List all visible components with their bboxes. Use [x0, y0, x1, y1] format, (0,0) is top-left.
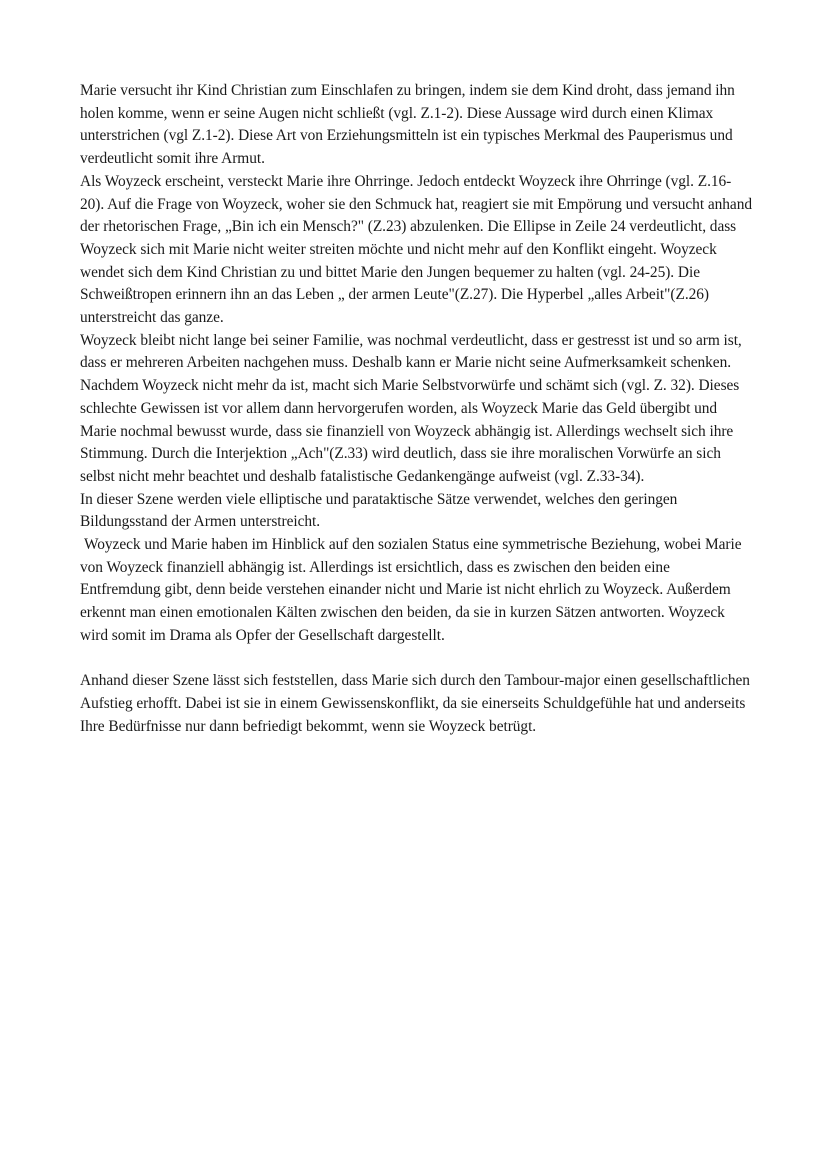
paragraph-earrings: Als Woyzeck erscheint, versteckt Marie ihre Ohrringe. Jedoch entdeckt Woyzeck ihre Ohrringe (vgl. Z.16-20). Auf die Frage von Woyzeck, woher sie den Schmuck hat, reagiert sie mit Empörung und versucht anhand der rhetorischen Frage, „Bin ich ein Mensch?" (Z.23) abzulenken. Die Ellipse in Zeile 24 verdeutlicht, dass Woyzeck sich mit Marie nicht weiter streiten möchte und nicht mehr auf den Konflikt eingeht. Woyzeck wendet sich dem Kind Christian zu und bittet Marie den Jungen bequemer zu halten (vgl. 24-25). Die Schweißtropen erinnern ihn an das Leben „ der armen Leute"(Z.27). Die Hyperbel „alles Arbeit"(Z.26) unterstreicht das ganze. [80, 172, 752, 327]
paragraph-family: Woyzeck bleibt nicht lange bei seiner Familie, was nochmal verdeutlicht, dass er gestresst ist und so arm ist, dass er mehreren Arbeiten nachgehen muss. Deshalb kann er Marie nicht seine Aufmerksamkeit schenken. Nachdem Woyzeck nicht mehr da ist, macht sich Marie Selbstvorwürfe und schämt sich (vgl. Z. 32). Dieses schlechte Gewissen ist vor allem dann hervorgerufen worden, als Woyzeck Marie das Geld übergibt und Marie nochmal bewusst wurde, dass sie finanziell von Woyzeck abhängig ist. Allerdings wechselt sich ihre Stimmung. Durch die Interjektion „Ach"(Z.33) wird deutlich, dass sie ihre moralischen Vorwürfe an sich selbst nicht mehr beachtet und deshalb fatalistische Gedankengänge aufweist (vgl. Z.33-34). [80, 331, 742, 485]
paragraph-relationship: Woyzeck und Marie haben im Hinblick auf den sozialen Status eine symmetrische Beziehung, wobei Marie von Woyzeck finanziell abhängig ist. Allerdings ist ersichtlich, dass es zwischen den beiden eine Entfremdung gibt, denn beide verstehen einander nicht und Marie ist nicht ehrlich zu Woyzeck. Außerdem erkennt man einen emotionalen Kälten zwischen den beiden, da sie in kurzen Sätzen antworten. Woyzeck wird somit im Drama als Opfer der Gesellschaft dargestellt. [80, 536, 742, 644]
document-body [80, 80, 752, 738]
paragraph-spacer [80, 648, 752, 671]
paragraph-sentences: In dieser Szene werden viele elliptische und parataktische Sätze verwendet, welches den geringen Bildungsstand der Armen unterstreicht. [80, 490, 678, 531]
paragraph-conclusion: Anhand dieser Szene lässt sich feststellen, dass Marie sich durch den Tambour-major einen gesellschaftlichen Aufstieg erhofft. Dabei ist sie in einem Gewissenskonflikt, da sie einerseits Schuldgefühle hat und anderseits Ihre Bedürfnisse nur dann befriedigt bekommt, wenn sie Woyzeck betrügt. [80, 672, 750, 735]
paragraph-intro: Marie versucht ihr Kind Christian zum Einschlafen zu bringen, indem sie dem Kind droht, dass jemand ihn holen komme, wenn er seine Augen nicht schließt (vgl. Z.1-2). Diese Aussage wird durch einen Klimax unterstrichen (vgl Z.1-2). Diese Art von Erziehungsmitteln ist ein typisches Merkmal des Pauperismus und verdeutlicht somit ihre Armut. [80, 82, 735, 168]
